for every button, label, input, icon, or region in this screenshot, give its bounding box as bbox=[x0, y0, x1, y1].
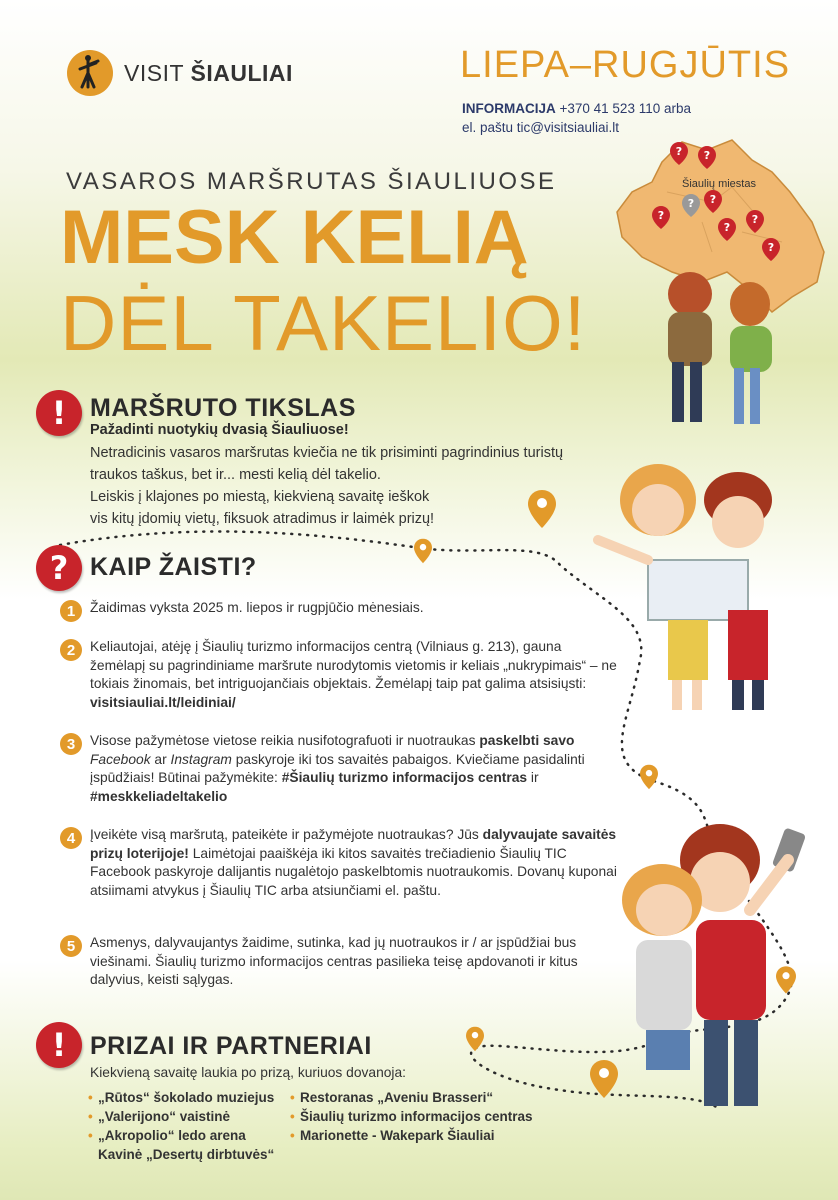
step-text: Visose pažymėtose vietose reikia nusifotografuoti ir nuotraukas paskelbti savo Facebook ar Instagram paskyroje iki tos savaitės pabaigos. Kviečiame pasidalinti įspūdžiais! Būtinai pažymėkite: #Šiaulių turizmo informacijos centras ir #meskkeliadeltakelio bbox=[90, 733, 585, 804]
location-pin-icon bbox=[466, 1026, 484, 1052]
map-label: Šiaulių miestas bbox=[682, 178, 756, 190]
step-text: Asmenys, dalyvaujantys žaidime, sutinka, kad jų nuotraukos ir / ar įspūdžiai bus viešinami. Šiaulių turizmo informacijos centras pasilieka teisę apdovanoti ir kitus dalyvius, keisti sąlygas. bbox=[90, 935, 578, 987]
location-pin-icon bbox=[414, 538, 432, 564]
step-number: 4 bbox=[60, 827, 82, 849]
partner-item: • Šiaulių turizmo informacijos centras bbox=[290, 1107, 533, 1126]
svg-text:?: ? bbox=[723, 221, 731, 234]
step-item bbox=[60, 934, 620, 990]
visit-siauliai-logo bbox=[66, 48, 326, 98]
step-item bbox=[60, 638, 620, 712]
svg-text:?: ? bbox=[687, 197, 695, 210]
partner-list-right bbox=[290, 1088, 533, 1145]
svg-text:?: ? bbox=[675, 145, 683, 158]
step-number: 3 bbox=[60, 733, 82, 755]
section-title-route-goal: MARŠRUTO TIKSLAS bbox=[90, 394, 356, 422]
section-body: Netradicinis vasaros maršrutas kviečia ne tik prisiminti pagrindinius turistų traukos taškus, bet ir... mesti kelią dėl takelio. Leiskis į klajones po miestą, kiekvieną savaitę ieškok vis kitų įdomių vietų, fiksuok atradimus ir laimėk prizų! bbox=[90, 445, 564, 527]
partner-item: • Marionette - Wakepark Šiauliai bbox=[290, 1126, 533, 1145]
partner-list-left bbox=[88, 1088, 274, 1164]
section-lead: Kiekvieną savaitę laukia po prizą, kuriuos dovanoja: bbox=[90, 1065, 406, 1080]
period-heading: LIEPA–RUGJŪTIS bbox=[460, 44, 791, 86]
partner-item: • Restoranas „Aveniu Brasseri“ bbox=[290, 1088, 533, 1107]
section-title-prizes: PRIZAI IR PARTNERIAI bbox=[90, 1032, 372, 1060]
section-title-how-to-play: KAIP ŽAISTI? bbox=[90, 553, 257, 581]
svg-text:?: ? bbox=[657, 209, 665, 222]
step-number: 1 bbox=[60, 600, 82, 622]
location-pin-icon bbox=[640, 764, 658, 790]
step-text: Įveikėte visą maršrutą, pateikėte ir pažymėjote nuotraukas? Jūs dalyvaujate savaitės prizų loterijoje! Laimėtojai paaiškėja iki kitos savaitės trečiadienio Šiaulių TIC Facebook paskyroje dalijantis nugalėtojo paskelbtomis nuotraukomis. Dovanų kuponai atsiimami atvykus į Šiaulių TIC arba atsiunčiami el. paštu. bbox=[90, 827, 617, 898]
svg-text:?: ? bbox=[751, 213, 759, 226]
kids-selfie-illustration bbox=[600, 810, 810, 1110]
walking-kids-illustration bbox=[650, 270, 800, 430]
download-link[interactable]: visitsiauliai.lt/leidiniai/ bbox=[90, 694, 236, 710]
step-text: Keliautojai, atėję į Šiaulių turizmo informacijos centrą (Vilniaus g. 213), gauna žemėlapį su pagrindiniame maršrute nurodytomis vietomis ir keliais „nukrypimais“ – ne tokiais žinomais, bet intriguojančiais objektais. Žemėlapį taip pat galima atsisiųsti: visitsiauliai.lt/leidiniai/ bbox=[90, 639, 617, 710]
step-number: 2 bbox=[60, 639, 82, 661]
subtitle: VASAROS MARŠRUTAS ŠIAULIUOSE bbox=[66, 168, 557, 195]
step-item bbox=[60, 826, 620, 900]
logo-text: VISIT ŠIAULIAI bbox=[124, 59, 293, 86]
exclamation-icon: ! bbox=[36, 1022, 82, 1068]
svg-text:?: ? bbox=[767, 241, 775, 254]
partner-item: • „Valerijono“ vaistinė bbox=[88, 1107, 274, 1126]
main-title-line2: DĖL TAKELIO! bbox=[60, 279, 587, 367]
svg-text:?: ? bbox=[703, 149, 711, 162]
step-item bbox=[60, 732, 620, 806]
partner-item: • „Rūtos“ šokolado muziejus bbox=[88, 1088, 274, 1107]
step-number: 5 bbox=[60, 935, 82, 957]
section-lead: Pažadinti nuotykių dvasią Šiauliuose! bbox=[90, 422, 349, 438]
exclamation-icon: ! bbox=[36, 390, 82, 436]
step-item bbox=[60, 599, 620, 622]
main-title-line1: MESK KELIĄ bbox=[60, 195, 529, 280]
question-icon: ? bbox=[36, 545, 82, 591]
step-text: Žaidimas vyksta 2025 m. liepos ir rugpjūčio mėnesiais. bbox=[90, 600, 424, 615]
partner-item: Kavinė „Desertų dirbtuvės“ bbox=[98, 1147, 275, 1162]
svg-text:?: ? bbox=[709, 193, 717, 206]
partner-item: • „Akropolio“ ledo arena bbox=[88, 1126, 274, 1145]
contact-info: INFORMACIJA +370 41 523 110 arba el. paštu tic@visitsiauliai.lt bbox=[462, 101, 691, 135]
archer-logo-icon bbox=[66, 49, 114, 97]
kids-with-map-illustration bbox=[588, 460, 810, 710]
